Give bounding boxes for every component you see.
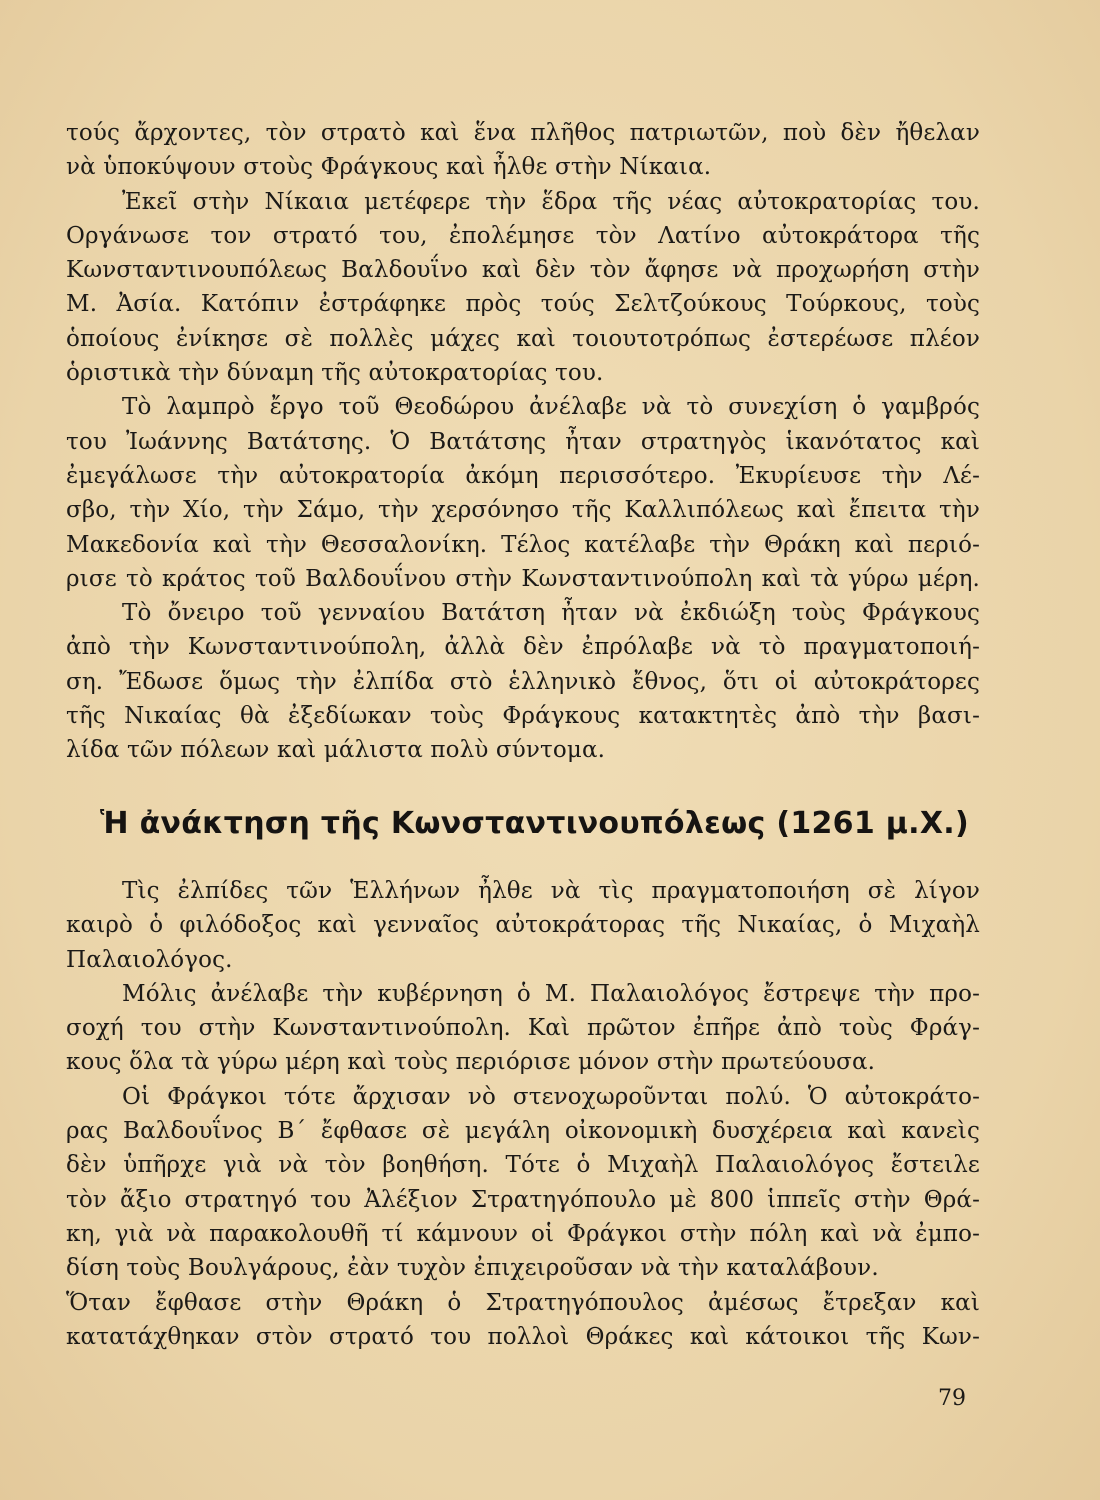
section-heading: Ἡ ἀνάκτηση τῆς Κωνσταντινουπόλεως (1261 μ.Χ.) [100,806,969,841]
text-line: λίδα τῶν πόλεων καὶ μάλιστα πολὺ σύντομα. [66,737,606,764]
text-line: Μ. Ἀσία. Κατόπιν ἐστράφηκε πρὸς τούς Σελτζούκους Τούρκους, τοὺς [66,291,980,318]
text-line: δίση τοὺς Βουλγάρους, ἐὰν τυχὸν ἐπιχειροῦσαν νὰ τὴν καταλάβουν. [66,1255,879,1282]
text-line: Τὸ ὄνειρο τοῦ γενναίου Βατάτση ἦταν νὰ ἐκδιώξη τοὺς Φράγκους [122,600,980,627]
text-line: ἐμεγάλωσε τὴν αὐτοκρατορία ἀκόμη περισσότερο. Ἐκυρίευσε τὴν Λέ- [66,462,980,489]
text-section-1 [66,116,980,768]
text-line: ὁποίους ἐνίκησε σὲ πολλὲς μάχες καὶ τοιουτοτρόπως ἐστερέωσε πλέον [66,325,980,352]
text-line: νὰ ὑποκύψουν στοὺς Φράγκους καὶ ἦλθε στὴν Νίκαια. [66,154,712,181]
text-line: δὲν ὑπῆρχε γιὰ νὰ τὸν βοηθήση. Τότε ὁ Μιχαὴλ Παλαιολόγος ἔστειλε [66,1152,980,1179]
text-line: ἀπὸ τὴν Κωνσταντινούπολη, ἀλλὰ δὲν ἐπρόλαβε νὰ τὸ πραγματοποιή- [66,634,980,661]
text-line: του Ἰωάννης Βατάτσης. Ὁ Βατάτσης ἦταν στρατηγὸς ἱκανότατος καὶ [66,428,980,455]
text-line: Ὅταν ἔφθασε στὴν Θράκη ὁ Στρατηγόπουλος ἀμέσως ἔτρεξαν καὶ [66,1289,980,1316]
text-line: ρας Βαλδουΐνος Β΄ ἔφθασε σὲ μεγάλη οἰκονομικὴ δυσχέρεια καὶ κανεὶς [66,1118,980,1145]
text-line: Κωνσταντινουπόλεως Βαλδουΐνο καὶ δὲν τὸν ἄφησε νὰ προχωρήση στὴν [66,257,980,284]
text-line: ση. Ἔδωσε ὅμως τὴν ἐλπίδα στὸ ἑλληνικὸ ἔθνος, ὅτι οἱ αὐτοκράτορες [66,668,980,695]
text-line: Παλαιολόγος. [66,946,233,973]
text-line: Οἱ Φράγκοι τότε ἄρχισαν νὸ στενοχωροῦνται πολύ. Ὁ αὐτοκράτο- [122,1083,980,1110]
text-line: κους ὅλα τὰ γύρω μέρη καὶ τοὺς περιόρισε μόνον στὴν πρωτεύουσα. [66,1049,876,1076]
text-line: σβο, τὴν Χίο, τὴν Σάμο, τὴν χερσόνησο τῆς Καλλιπόλεως καὶ ἔπειτα τὴν [66,497,980,524]
text-line: τῆς Νικαίας θὰ ἐξεδίωκαν τοὺς Φράγκους κατακτητὲς ἀπὸ τὴν βασι- [66,703,980,730]
text-line: κη, γιὰ νὰ παρακολουθῆ τί κάμνουν οἱ Φράγκοι στὴν πόλη καὶ νὰ ἐμπο- [66,1220,980,1247]
text-line: κατατάχθηκαν στὸν στρατό του πολλοὶ Θράκες καὶ κάτοικοι τῆς Κων- [66,1323,980,1350]
text-line: Τὶς ἐλπίδες τῶν Ἑλλήνων ἦλθε νὰ τὶς πραγματοποιήση σὲ λίγον [122,878,980,904]
text-line: τούς ἄρχοντες, τὸν στρατὸ καὶ ἕνα πλῆθος πατριωτῶν, ποὺ δὲν ἤθελαν [66,120,980,146]
text-line: καιρὸ ὁ φιλόδοξος καὶ γενναῖος αὐτοκράτορας τῆς Νικαίας, ὁ Μιχαὴλ [66,912,980,939]
text-line: Ἐκεῖ στὴν Νίκαια μετέφερε τὴν ἕδρα τῆς νέας αὐτοκρατορίας του. [122,188,980,215]
text-line: Τὸ λαμπρὸ ἔργο τοῦ Θεοδώρου ἀνέλαβε νὰ τὸ συνεχίση ὁ γαμβρός [122,394,980,421]
text-line: Μόλις ἀνέλαβε τὴν κυβέρνηση ὁ Μ. Παλαιολόγος ἔστρεψε τὴν προ- [122,980,980,1007]
text-line: ὁριστικὰ τὴν δύναμη τῆς αὐτοκρατορίας του. [66,360,604,387]
text-line: Μακεδονία καὶ τὴν Θεσσαλονίκη. Τέλος κατέλαβε τὴν Θράκη καὶ περιό- [66,531,980,558]
text-section-2 [66,874,980,1354]
text-line: Οργάνωσε τον στρατό του, ἐπολέμησε τὸν Λατίνο αὐτοκράτορα τῆς [66,222,980,249]
text-line: σοχή του στὴν Κωνσταντινούπολη. Καὶ πρῶτον ἐπῆρε ἀπὸ τοὺς Φράγ- [66,1015,980,1042]
text-line: τὸν ἄξιο στρατηγό του Ἀλέξιον Στρατηγόπουλο μὲ 800 ἱππεῖς στὴν Θρά- [66,1186,980,1213]
text-line: ρισε τὸ κράτος τοῦ Βαλδουΐνου στὴν Κωνσταντινούπολη καὶ τὰ γύρω μέρη. [66,565,980,592]
page-number: 79 [938,1386,966,1411]
